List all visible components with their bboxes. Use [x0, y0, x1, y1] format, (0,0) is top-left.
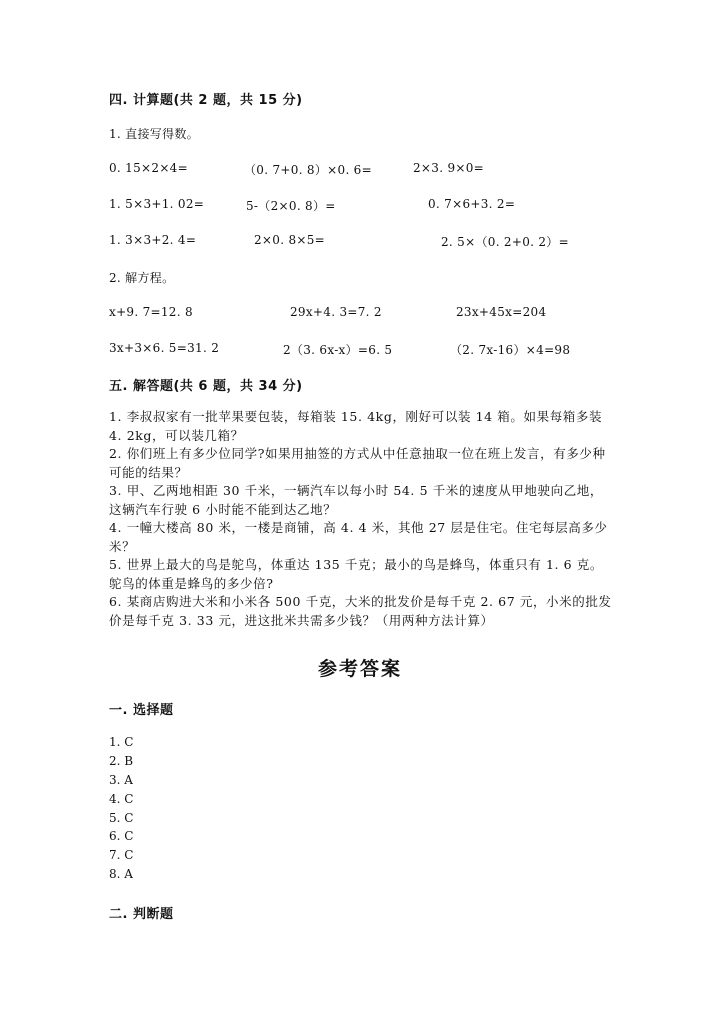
answer-section1-title: 一. 选择题 [109, 703, 174, 718]
word-problem: 6. 某商店购进大米和小米各 500 千克，大米的批发价是每千克 2. 67 元，小米的批发价是每千克 3. 33 元，进这批米共需多少钱？（用两种方法计算） [109, 594, 612, 628]
section5-title: 五. 解答题(共 6 题，共 34 分) [109, 379, 303, 394]
equation-item: x+9. 7=12. 8 [109, 305, 193, 319]
word-problem: 5. 世界上最大的鸟是鸵鸟，体重达 135 千克；最小的鸟是蜂鸟，体重只有 1. 6 克。鸵鸟的体重是蜂鸟的多少倍? [109, 557, 604, 591]
question1-title: 1. 直接写得数。 [109, 127, 199, 141]
answer-item: 2. B [109, 754, 134, 768]
answer-key-title: 参考答案 [317, 658, 402, 680]
calc-item: 0. 7×6+3. 2= [428, 197, 516, 211]
equation-item: 29x+4. 3=7. 2 [290, 305, 382, 319]
word-problem: 4. 一幢大楼高 80 米，一楼是商铺，高 4. 4 米，其他 27 层是住宅。住宅每层高多少米？ [109, 520, 608, 554]
answer-item: 6. C [109, 829, 134, 843]
answer-item: 1. C [109, 735, 134, 749]
calc-item: （0. 7+0. 8）×0. 6= [244, 163, 372, 177]
equation-item: 23x+45x=204 [456, 305, 547, 319]
word-problem: 3. 甲、乙两地相距 30 千米，一辆汽车以每小时 54. 5 千米的速度从甲地驶向乙地，这辆汽车行驶 6 小时能不能到达乙地？ [109, 483, 604, 517]
calc-item: 2×3. 9×0= [413, 161, 485, 175]
answer-item: 3. A [109, 773, 133, 787]
answer-item: 4. C [109, 792, 134, 806]
calc-item: 1. 3×3+2. 4= [109, 233, 197, 247]
calc-item: 2. 5×（0. 2+0. 2）= [441, 235, 569, 249]
word-problem: 2. 你们班上有多少位同学?如果用抽签的方式从中任意抽取一位在班上发言，有多少种可能的结果？ [109, 446, 606, 480]
calc-item: 5-（2×0. 8）= [246, 199, 336, 213]
question2-title: 2. 解方程。 [109, 271, 175, 285]
equation-item: 2（3. 6x-x）=6. 5 [283, 343, 393, 357]
answer-item: 8. A [109, 867, 133, 881]
calc-item: 0. 15×2×4= [109, 161, 188, 175]
answer-section2-title: 二. 判断题 [109, 907, 174, 922]
equation-item: （2. 7x-16）×4=98 [450, 343, 571, 357]
answer-item: 5. C [109, 811, 134, 825]
word-problem: 1. 李叔叔家有一批苹果要包装，每箱装 15. 4kg，刚好可以装 14 箱。如果每箱多装 4. 2kg，可以装几箱？ [109, 409, 603, 443]
equation-item: 3x+3×6. 5=31. 2 [109, 341, 220, 355]
section4-title: 四. 计算题(共 2 题，共 15 分) [109, 93, 303, 108]
calc-item: 1. 5×3+1. 02= [109, 197, 205, 211]
answer-item: 7. C [109, 848, 134, 862]
calc-item: 2×0. 8×5= [254, 233, 326, 247]
